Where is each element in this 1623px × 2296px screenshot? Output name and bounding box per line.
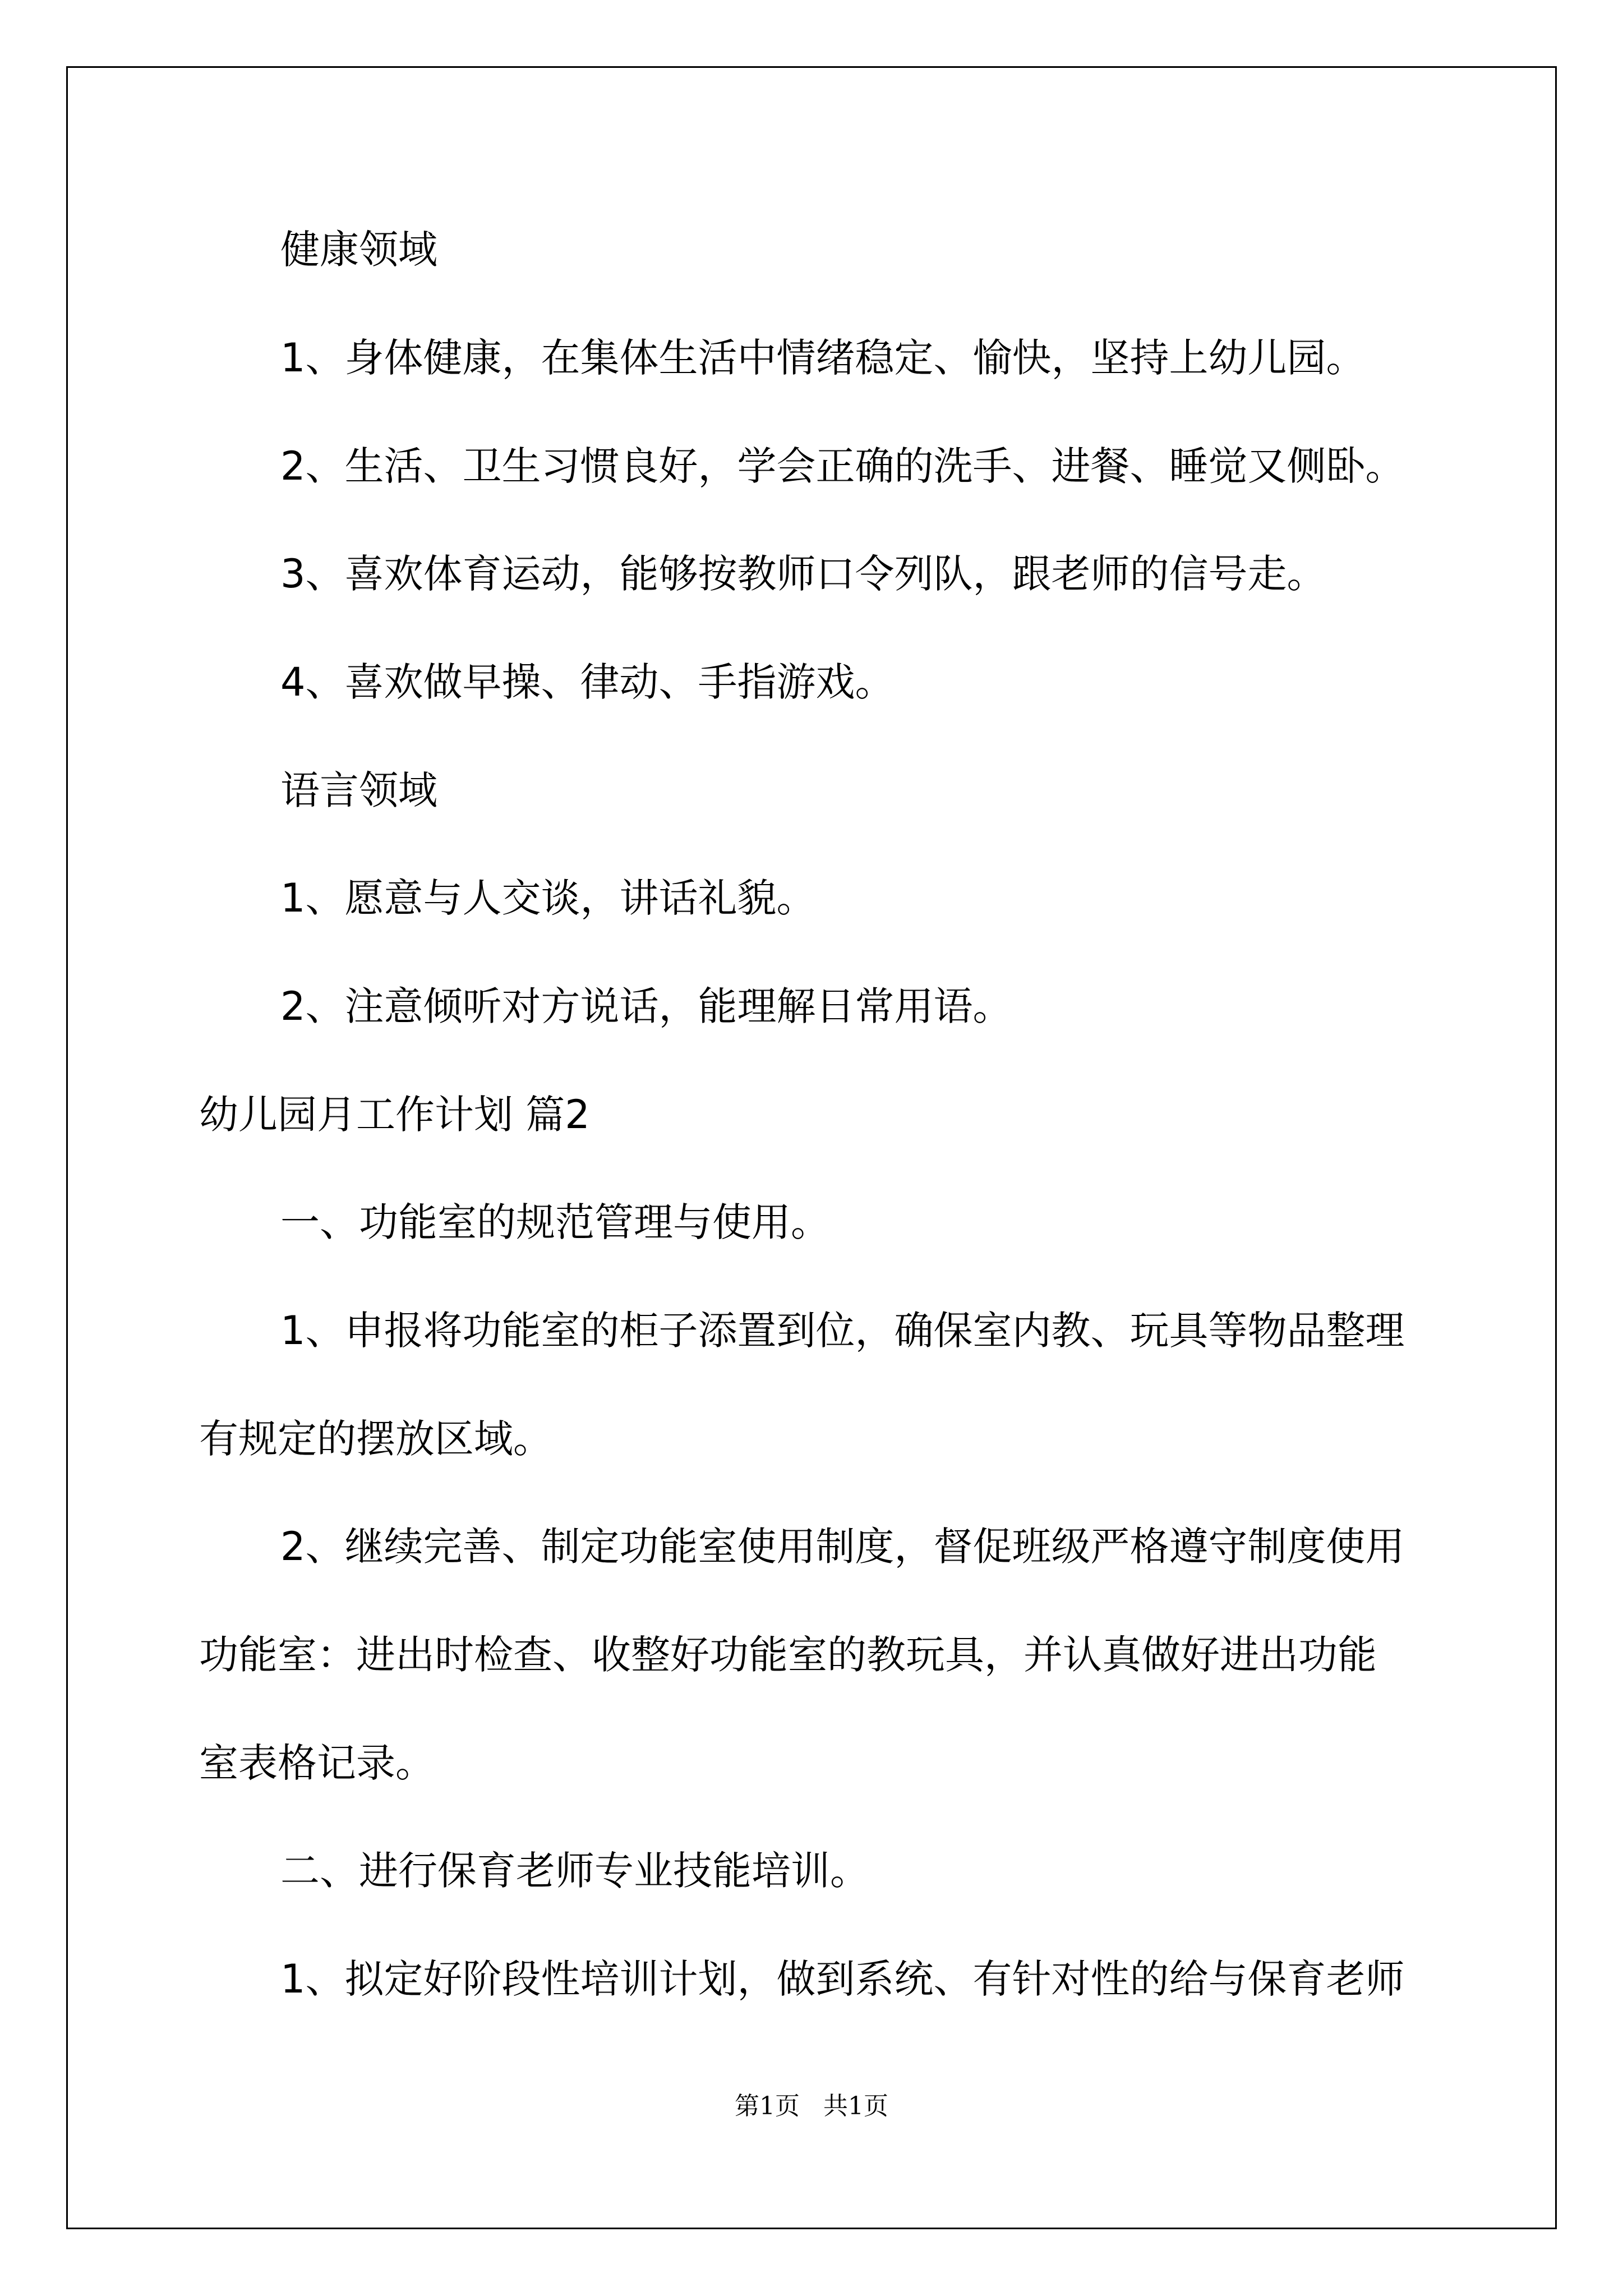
paragraph: 2、继续完善、制定功能室使用制度，督促班级严格遵守制度使用 — [280, 1524, 1405, 1570]
paragraph: 1、申报将功能室的柜子添置到位，确保室内教、玩具等物品整理 — [280, 1308, 1405, 1354]
paragraph: 1、拟定好阶段性培训计划，做到系统、有针对性的给与保育老师 — [280, 1956, 1405, 2002]
page-border — [66, 66, 1557, 2229]
section-heading-language: 语言领域 — [280, 767, 437, 813]
paragraph-continuation: 功能室：进出时检查、收整好功能室的教玩具，并认真做好进出功能 — [199, 1632, 1377, 1678]
paragraph: 2、注意倾听对方说话，能理解日常用语。 — [280, 983, 1012, 1029]
page-number: 第1页 共1页 — [735, 2092, 888, 2120]
paragraph: 4、喜欢做早操、律动、手指游戏。 — [280, 659, 895, 705]
paragraph-continuation: 室表格记录。 — [199, 1740, 435, 1786]
article-title: 幼儿园月工作计划 篇2 — [199, 1092, 590, 1138]
section-heading-health: 健康领域 — [280, 227, 437, 273]
paragraph: 1、愿意与人交谈，讲话礼貌。 — [280, 875, 816, 921]
paragraph-continuation: 有规定的摆放区域。 — [199, 1416, 552, 1462]
section-heading: 二、进行保育老师专业技能培训。 — [280, 1848, 869, 1894]
paragraph: 1、身体健康，在集体生活中情绪稳定、愉快，坚持上幼儿园。 — [280, 335, 1366, 381]
paragraph: 3、喜欢体育运动，能够按教师口令列队，跟老师的信号走。 — [280, 551, 1326, 597]
paragraph: 2、生活、卫生习惯良好，学会正确的洗手、进餐、睡觉又侧卧。 — [280, 443, 1405, 489]
section-heading: 一、功能室的规范管理与使用。 — [280, 1199, 830, 1245]
